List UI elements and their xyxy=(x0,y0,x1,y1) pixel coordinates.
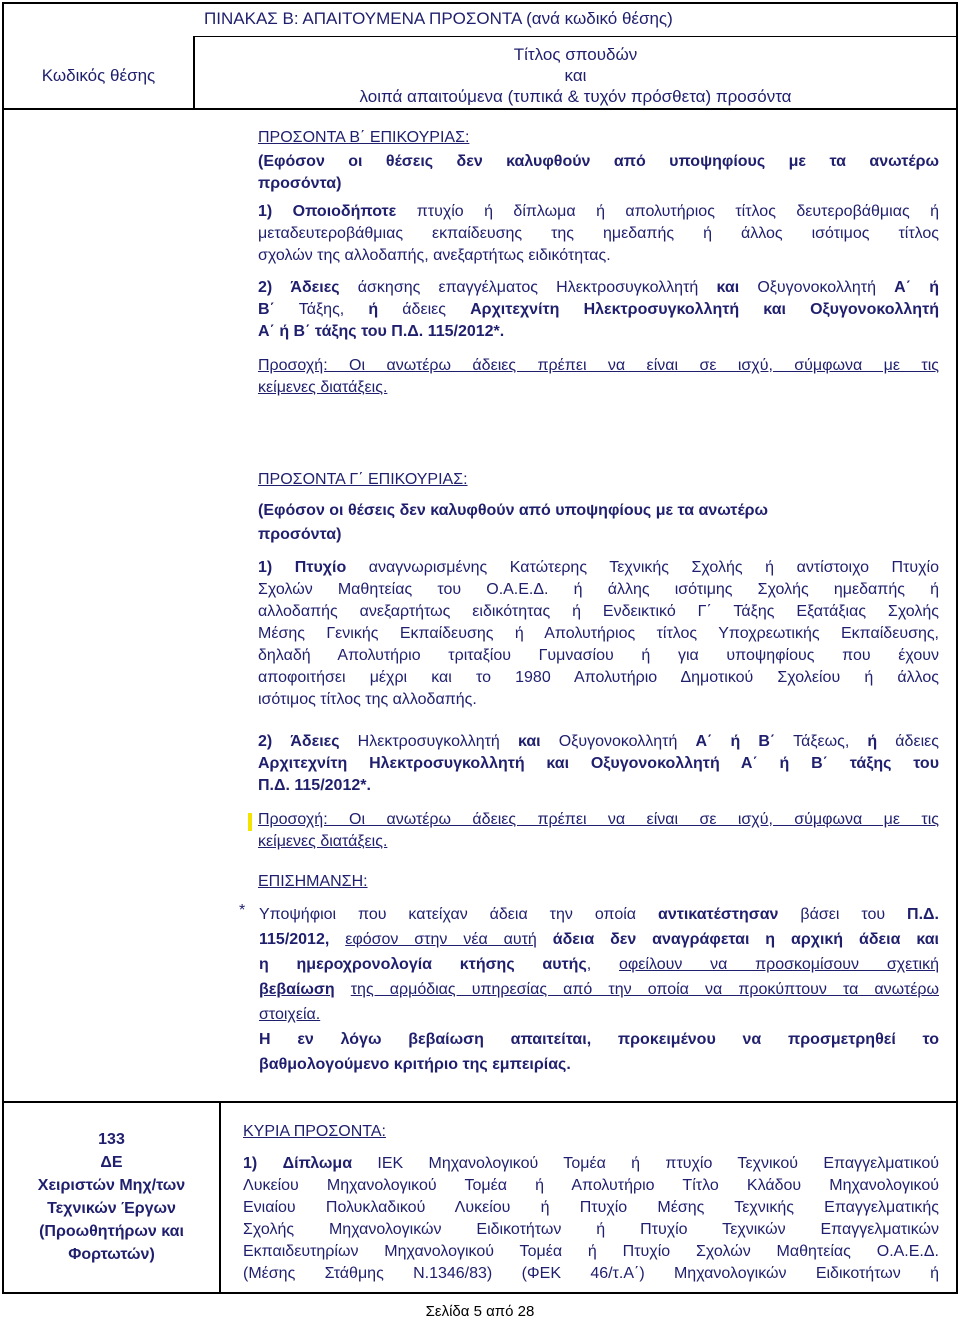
section-g xyxy=(258,469,939,893)
row133-item-1: 1) Δίπλωμα ΙΕΚ Μηχανολογικού Τομέα ή πτυχίο Τεχνικού Επαγγελματικού Λυκείου Μηχανολογικού Τομέα ή Απολυτήριο Τίτλο Κλάδου Μηχανολογικού Ενιαίου Πολυκλαδικού Λυκείου ή Πτυχίο Μέσης Τεχνικής Επαγγελματικής Σχολής Μηχανολογικών Ειδικοτήτων ή Πτυχίο Τεχνικών Επαγγελματικών Εκπαιδευτηρίων Μηχανολογικού Τομέα ή Πτυχίο Σχολών Μαθητείας Ο.Α.Ε.Δ. (Μέσης Στάθμης Ν.1346/83) (ΦΕΚ 46/τ.Α΄) Μηχανολογικών Ειδικοτήτων ή xyxy=(243,1155,939,1282)
section-g-note: (Εφόσον οι θέσεις δεν καλυφθούν από υποψηφίους με τα ανωτέρω προσόντα) xyxy=(258,502,769,543)
row133-title-line2: Τεχνικών Έργων xyxy=(47,1200,176,1217)
border-header-bottom xyxy=(2,108,958,110)
row133-code-cell xyxy=(4,1128,219,1266)
header-col2-line2: και xyxy=(564,66,587,85)
section-b-item-2: 2) Άδειες άσκησης επαγγέλματος Ηλεκτροσυγκολλητή και Οξυγονοκολλητή Α΄ ή Β΄ Τάξης, ή άδειες Αρχιτεχνίτη Ηλεκτροσυγκολλητή και Οξυγονοκολλητή Α΄ ή Β΄ τάξης του Π.Δ. 115/2012*. xyxy=(258,279,939,340)
page-number: Σελίδα 5 από 28 xyxy=(425,1303,535,1320)
section-b-heading: ΠΡΟΣΟΝΤΑ Β΄ ΕΠΙΚΟΥΡΙΑΣ: xyxy=(258,129,470,146)
section-b-warning: Προσοχή: Οι ανωτέρω άδειες πρέπει να είναι σε ισχύ, σύμφωνα με τις κείμενες διατάξεις. xyxy=(258,357,939,396)
border-left xyxy=(2,2,4,1102)
border-row133-mid xyxy=(219,1101,221,1293)
section-g-item-1: 1) Πτυχίο αναγνωρισμένης Κατώτερης Τεχνικής Σχολής ή αντίστοιχο Πτυχίο Σχολών Μαθητείας του Ο.Α.Ε.Δ. ή άλλης ισότιμης Σχολής ημεδαπής ή αλλοδαπής ανεξαρτήτως ειδικότητας ή Ενδεικτικό Γ΄ Τάξης Εξατάξιας Σχολής Μέσης Γενικής Εκπαίδευσης ή Απολυτήριος τίτλος Υποχρεωτικής Εκπαίδευσης, δηλαδή Απολυτήριο τριταξίου Γυμνασίου ή για υποψηφίους που έχουν αποφοιτήσει μέχρι και το 1980 Απολυτήριο Δημοτικού Σχολείου ή άλλος ισότιμος τίτλος της αλλοδαπής. xyxy=(258,559,939,708)
header-col2-line1: Τίτλος σπουδών xyxy=(513,45,638,64)
highlight-mark xyxy=(248,813,252,831)
section-b-note: (Εφόσον οι θέσεις δεν καλυφθούν από υποψηφίους με τα ανωτέρω προσόντα) xyxy=(258,153,939,192)
section-g-warning: Προσοχή: Οι ανωτέρω άδειες πρέπει να είναι σε ισχύ, σύμφωνα με τις κείμενες διατάξεις. xyxy=(258,809,939,853)
notice-star: * xyxy=(239,902,246,919)
section-g-item-2: 2) Άδειες Ηλεκτροσυγκολλητή και Οξυγονοκολλητή Α΄ ή Β΄ Τάξεως, ή άδειες Αρχιτεχνίτη Ηλεκτροσυγκολλητή και Οξυγονοκολλητή Α΄ ή Β΄ τάξης του Π.Δ. 115/2012*. xyxy=(258,733,939,794)
section-g-heading: ΠΡΟΣΟΝΤΑ Γ΄ ΕΠΙΚΟΥΡΙΑΣ: xyxy=(258,471,468,488)
header-col2-line3: λοιπά απαιτούμενα (τυπικά & τυχόν πρόσθετα) προσόντα xyxy=(359,87,792,106)
border-right xyxy=(956,2,958,1102)
table-title: ΠΙΝΑΚΑΣ Β: ΑΠΑΙΤΟΥΜΕΝΑ ΠΡΟΣΟΝΤΑ (ανά κωδικό θέσης) xyxy=(204,9,673,28)
header-code-column: Κωδικός θέσης xyxy=(41,66,156,85)
border-row133-right xyxy=(956,1101,958,1293)
section-b-item-1: 1) Οποιοδήποτε πτυχίο ή δίπλωμα ή απολυτήριος τίτλος δευτεροβάθμιας ή μεταδευτεροβάθμιας εκπαίδευσης της ημεδαπής ή άλλος ισότιμος τίτλος σχολών της αλλοδαπής, ανεξαρτήτως ειδικότητας. xyxy=(258,203,939,264)
section-b xyxy=(258,127,939,399)
row133-title-line4: Φορτωτών) xyxy=(68,1246,155,1263)
border-title-row xyxy=(193,36,958,37)
row133-code-sub: ΔΕ xyxy=(100,1154,123,1171)
row133-code: 133 xyxy=(98,1131,125,1148)
row133-title-line3: (Προωθητήρων και xyxy=(39,1223,184,1240)
row133-title-line1: Χειριστών Μηχ/των xyxy=(37,1177,186,1194)
notice-heading: ΕΠΙΣΗΜΑΝΣΗ: xyxy=(258,873,368,890)
row133-heading: ΚΥΡΙΑ ΠΡΟΣΟΝΤΑ: xyxy=(243,1123,386,1140)
border-top xyxy=(2,2,958,4)
row133-qualifications xyxy=(243,1121,939,1285)
border-rows-divider xyxy=(2,1101,958,1103)
notice-body: Υποψήφιοι που κατείχαν άδεια την οποία αντικατέστησαν βάσει του Π.Δ. 115/2012, εφόσον στην νέα αυτή άδεια δεν αναγράφεται η αρχική άδεια και η ημεροχρονολογία κτήσης αυτής, οφείλουν να προσκομίσουν σχετική βεβαίωση της αρμόδιας υπηρεσίας από την οποία να προκύπτουν τα ανωτέρω στοιχεία. Η εν λόγω βεβαίωση απαιτείται, προκειμένου να προσμετρηθεί το βαθμολογούμενο κριτήριο της εμπειρίας. xyxy=(259,906,939,1073)
border-bottom xyxy=(2,1292,958,1294)
header-qualifications-column xyxy=(195,44,956,107)
